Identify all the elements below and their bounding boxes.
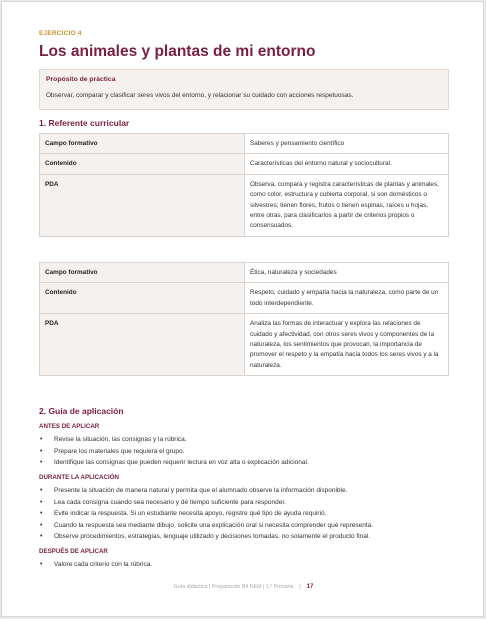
row-label: Campo formativo [40, 263, 245, 283]
list-item: • Revise la situación, las consignas y la rúbrica. [39, 434, 309, 446]
exercise-label: EJERCICIO 4 [39, 30, 82, 37]
row-value: Ética, naturaleza y sociedades [245, 263, 449, 283]
purpose-text: Observar, comparar y clasificar seres vivos del entorno, y relacionar su cuidado con acciones respetuosas. [46, 92, 354, 99]
row-label: Contenido [40, 283, 245, 314]
list-item: • Identifique las consignas que pueden requerir lectura en voz alta o explicación adicional. [39, 457, 309, 469]
list-during [39, 485, 373, 543]
page-title: Los animales y plantas de mi entorno [39, 43, 316, 60]
table-row [40, 263, 449, 283]
footer-text: Guía didáctica | Preparación B4 NEM | 1.º Primaria [173, 584, 294, 590]
table-row [40, 154, 449, 174]
list-item: • Prepare los materiales que requiera el grupo. [39, 446, 309, 458]
curricular-table-2 [39, 262, 449, 376]
list-item: • Observe procedimientos, estrategias, lenguaje utilizado y decisiones tomadas, no solamente el producto final. [39, 531, 373, 543]
row-label: Contenido [40, 154, 245, 174]
subheading-after: DESPUÉS DE APLICAR [39, 548, 108, 555]
row-value: Características del entorno natural y sociocultural. [245, 154, 449, 174]
list-item: • Cuando la respuesta sea mediante dibujo, solicite una explicación oral si necesita comprender qué representa. [39, 520, 373, 532]
row-label: PDA [40, 314, 245, 376]
list-after [39, 559, 152, 571]
list-item: • Presente la situación de manera natural y permita que el alumnado observe la información disponible. [39, 485, 373, 497]
footer-separator: | [299, 584, 301, 590]
document-page [1, 1, 484, 617]
row-value: Saberes y pensamiento científico [245, 134, 449, 154]
page-number: 17 [306, 584, 314, 590]
list-item: • Valore cada criterio con la rúbrica. [39, 559, 152, 571]
curricular-table-1 [39, 133, 449, 237]
table-row [40, 314, 449, 376]
list-item: • Lea cada consigna cuando sea necesario y dé tiempo suficiente para responder. [39, 497, 373, 509]
row-value: Observa, compara y registra características de plantas y animales, como color, estructura y cubierta corporal, si son domésticos o silvestres; tienen flores, frutos o tienen espinas, raíces u hojas, entre otras, para clasificarlos a partir de criterios propios o consensuados. [245, 174, 449, 236]
section-heading-guide: 2. Guía de aplicación [39, 406, 124, 416]
subheading-before: ANTES DE APLICAR [39, 423, 100, 430]
table-row [40, 283, 449, 314]
table-row [40, 134, 449, 154]
section-heading-curricular: 1. Referente curricular [39, 118, 130, 128]
list-before [39, 434, 309, 469]
list-item: • Evite indicar la respuesta. Si un estudiante necesita apoyo, registre qué tipo de ayuda requirió. [39, 508, 373, 520]
row-value: Respeto, cuidado y empatía hacia la naturaleza, como parte de un todo interdependiente. [245, 283, 449, 314]
purpose-box [39, 69, 449, 110]
page-footer [2, 584, 485, 590]
purpose-title: Propósito de práctica [46, 76, 116, 83]
row-value: Analiza las formas de interactuar y explora las relaciones de cuidado y afectividad, con otros seres vivos y componentes de la naturaleza, los sentimientos que provocan, la importancia de promover el respeto y la empatía hacia todos los seres vivos y a la naturaleza. [245, 314, 449, 376]
table-row [40, 174, 449, 236]
row-label: Campo formativo [40, 134, 245, 154]
subheading-during: DURANTE LA APLICACIÓN [39, 474, 119, 481]
row-label: PDA [40, 174, 245, 236]
